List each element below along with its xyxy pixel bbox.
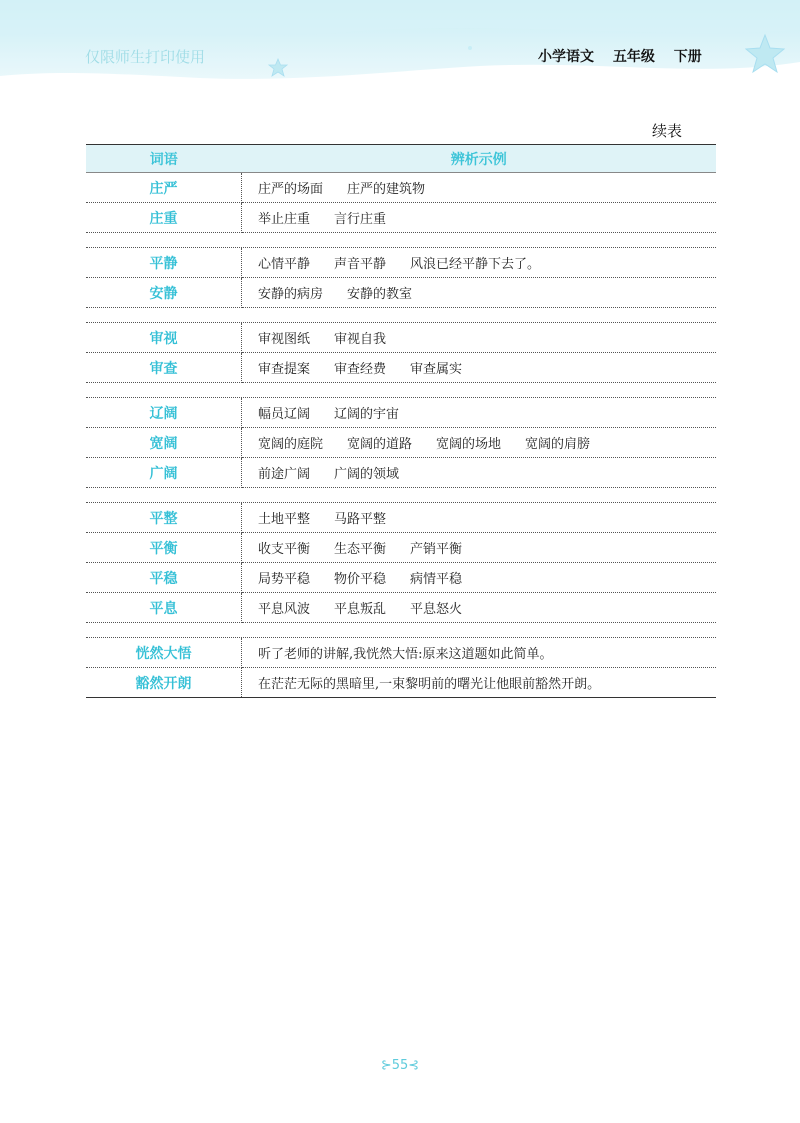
table-row: [86, 503, 716, 533]
word-cell: 平息: [86, 593, 242, 623]
table-row: [86, 278, 716, 308]
word-cell: 平整: [86, 503, 242, 533]
table-row: [86, 398, 716, 428]
table-row: [86, 428, 716, 458]
group-spacer-row: [86, 623, 716, 638]
word-cell: 审视: [86, 323, 242, 353]
examples-cell: [242, 398, 717, 428]
examples-cell: [242, 353, 717, 383]
examples-cell: [242, 668, 717, 698]
example-phrase: 审视图纸: [258, 332, 311, 347]
table-row: [86, 533, 716, 563]
example-phrase: 平息怒火: [410, 602, 463, 617]
example-phrase: 心情平静: [258, 257, 311, 272]
example-phrase: 物价平稳: [334, 572, 387, 587]
word-cell: 庄严: [86, 173, 242, 203]
example-phrase: 举止庄重: [258, 212, 311, 227]
example-phrase: 审查经费: [334, 362, 387, 377]
example-phrase: 庄严的建筑物: [347, 182, 426, 197]
example-phrase: 幅员辽阔: [258, 407, 311, 422]
example-phrase: 平息风波: [258, 602, 311, 617]
examples-cell: [242, 563, 717, 593]
table-header-row: [86, 145, 716, 173]
spacer-cell: [86, 308, 716, 323]
word-cell: 恍然大悟: [86, 638, 242, 668]
table-row: [86, 638, 716, 668]
example-phrase: 听了老师的讲解,我恍然大悟:原来这道题如此简单。: [258, 647, 553, 662]
example-phrase: 收支平衡: [258, 542, 311, 557]
header-band: [0, 0, 800, 90]
table-row: [86, 563, 716, 593]
example-phrase: 土地平整: [258, 512, 311, 527]
word-cell: 平衡: [86, 533, 242, 563]
table-row: [86, 668, 716, 698]
table-row: [86, 248, 716, 278]
example-phrase: 宽阔的场地: [436, 437, 502, 452]
page-deco-left-icon: ⊱: [380, 1058, 392, 1073]
word-cell: 宽阔: [86, 428, 242, 458]
header-word: 词语: [86, 145, 242, 173]
example-phrase: 安静的教室: [347, 287, 413, 302]
examples-cell: [242, 173, 717, 203]
example-phrase: 声音平静: [334, 257, 387, 272]
word-analysis-table: [86, 144, 716, 698]
spacer-cell: [86, 383, 716, 398]
word-cell: 审查: [86, 353, 242, 383]
examples-cell: [242, 248, 717, 278]
table-row: [86, 323, 716, 353]
header-wave-background: [0, 0, 800, 90]
table-row: [86, 353, 716, 383]
examples-cell: [242, 458, 717, 488]
grade-label: 五年级: [612, 49, 655, 65]
example-phrase: 局势平稳: [258, 572, 311, 587]
example-phrase: 风浪已经平静下去了。: [410, 257, 541, 272]
examples-cell: [242, 638, 717, 668]
continued-label: 续表: [652, 122, 683, 140]
word-cell: 豁然开朗: [86, 668, 242, 698]
watermark-text: 仅限师生打印使用: [85, 48, 206, 66]
example-phrase: 宽阔的肩膀: [525, 437, 591, 452]
volume-label: 下册: [673, 49, 702, 65]
table-row: [86, 593, 716, 623]
spacer-cell: [86, 233, 716, 248]
group-spacer-row: [86, 233, 716, 248]
page-number-value: 55: [391, 1058, 409, 1073]
group-spacer-row: [86, 308, 716, 323]
book-title: [538, 46, 716, 66]
subject-label: 小学语文: [538, 49, 594, 65]
examples-cell: [242, 533, 717, 563]
page-deco-right-icon: ⊰: [408, 1058, 420, 1073]
examples-cell: [242, 593, 717, 623]
example-phrase: 前途广阔: [258, 467, 311, 482]
example-phrase: 言行庄重: [334, 212, 387, 227]
example-phrase: 病情平稳: [410, 572, 463, 587]
example-phrase: 广阔的领域: [334, 467, 400, 482]
group-spacer-row: [86, 488, 716, 503]
example-phrase: 宽阔的庭院: [258, 437, 324, 452]
word-cell: 辽阔: [86, 398, 242, 428]
spacer-cell: [86, 623, 716, 638]
examples-cell: [242, 278, 717, 308]
table-row: [86, 173, 716, 203]
word-cell: 平稳: [86, 563, 242, 593]
word-cell: 庄重: [86, 203, 242, 233]
group-spacer-row: [86, 383, 716, 398]
example-phrase: 庄严的场面: [258, 182, 324, 197]
example-phrase: 审视自我: [334, 332, 387, 347]
spacer-cell: [86, 488, 716, 503]
examples-cell: [242, 503, 717, 533]
word-cell: 平静: [86, 248, 242, 278]
header-examples: 辨析示例: [242, 145, 717, 173]
example-phrase: 辽阔的宇宙: [334, 407, 400, 422]
page-number: [0, 1058, 800, 1073]
examples-cell: [242, 323, 717, 353]
word-cell: 广阔: [86, 458, 242, 488]
example-phrase: 在茫茫无际的黑暗里,一束黎明前的曙光让他眼前豁然开朗。: [258, 677, 601, 692]
example-phrase: 马路平整: [334, 512, 387, 527]
example-phrase: 生态平衡: [334, 542, 387, 557]
word-cell: 安静: [86, 278, 242, 308]
example-phrase: 平息叛乱: [334, 602, 387, 617]
table-row: [86, 458, 716, 488]
example-phrase: 审查提案: [258, 362, 311, 377]
examples-cell: [242, 428, 717, 458]
examples-cell: [242, 203, 717, 233]
example-phrase: 安静的病房: [258, 287, 324, 302]
example-phrase: 产销平衡: [410, 542, 463, 557]
example-phrase: 宽阔的道路: [347, 437, 413, 452]
table-row: [86, 203, 716, 233]
example-phrase: 审查属实: [410, 362, 463, 377]
table-body: [86, 173, 716, 698]
